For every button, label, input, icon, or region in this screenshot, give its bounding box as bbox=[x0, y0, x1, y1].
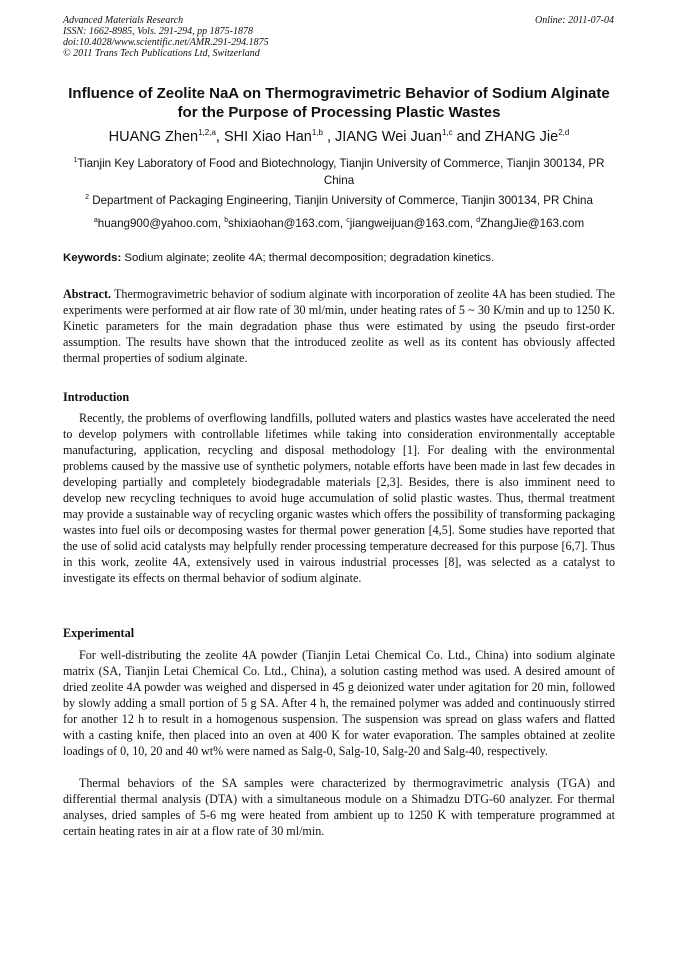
affiliation-2 bbox=[60, 192, 618, 209]
email-address[interactable]: jiangweijuan@163.com, bbox=[349, 217, 477, 230]
author-name: ZHANG Jie bbox=[484, 129, 559, 145]
issn-line: ISSN: 1662-8985, Vols. 291-294, pp 1875-1878 bbox=[63, 26, 253, 37]
paper-title: Influence of Zeolite NaA on Thermogravimetric Behavior of Sodium Alginate for the Purpose of Processing Plastic Wastes bbox=[68, 85, 610, 121]
author-affiliation-marker: 2,d bbox=[558, 128, 570, 138]
email-marker: b bbox=[224, 217, 229, 225]
introduction-paragraph: Recently, the problems of overflowing landfills, polluted waters and plastics wastes have accelerated the need to develop polymers with controllable lifetimes while taking into consideration environmentally acceptable manufacturing, application, recycling and disposal methodology [1]. For dealing with the environmental problems caused by the massive use of synthetic polymers, notable efforts have been made in last few decades in developing partially and completely biodegradable materials [2,3]. Besides, there is also imminent need to develop new recycling techniques to avoid huge accumulation of solid plastic wastes. Thus, thermal treatment may provide a sustainable way of recycling organic wastes which offers the possibility of transforming packaging wastes into fuel oils or decomposing wastes for thermal power generation [4,5]. Some studies have reported that the use of solid acid catalysts may helpfully render processing temperature decreased for this purpose [6,7]. Thus in this work, zeolite 4A, extensively used in vairous industrial processes [8], was selected as a catalyst to investigate its effects on thermal behavior of sodium alginate. bbox=[63, 411, 615, 585]
keywords-text: Sodium alginate; zeolite 4A; thermal decomposition; degradation kinetics. bbox=[121, 252, 495, 264]
email-address[interactable]: ZhangJie@163.com bbox=[480, 217, 585, 230]
email-marker: d bbox=[476, 217, 481, 225]
doi-line: doi:10.4028/www.scientific.net/AMR.291-294.1875 bbox=[63, 37, 269, 48]
keywords-label: Keywords: bbox=[63, 252, 122, 264]
experimental-heading: Experimental bbox=[63, 626, 135, 640]
author-affiliation-marker: 1,b bbox=[311, 128, 323, 138]
experimental-paragraph-2: Thermal behaviors of the SA samples were characterized by thermogravimetric analysis (TGA) and differential thermal analysis (DTA) with a simultaneous module on a Shimadzu DTG-60 analyzer. For thermal analyses, dried samples of 5-6 mg were heated from ambient up to 1250 K with temperature programmed at certain heating rates in air at a flow rate of 30 ml/min. bbox=[63, 776, 615, 838]
email-address[interactable]: shixiaohan@163.com, bbox=[228, 217, 347, 230]
copyright-line: © 2011 Trans Tech Publications Ltd, Switzerland bbox=[63, 48, 260, 59]
abstract-label: Abstract. bbox=[63, 287, 112, 301]
author-name: SHI Xiao Han bbox=[223, 129, 312, 145]
abstract-text: Thermogravimetric behavior of sodium alginate with incorporation of zeolite 4A has been studied. The experiments were performed at air flow rate of 30 ml/min, under heating rates of 5 ~ 30 K/min and up to 1250 K. Kinetic parameters for the main degradation phase thus were estimated by using the pseudo first-order assumption. The results have shown that the introduced zeolite as well as its content has obviously affected thermal properties of sodium alginate. bbox=[63, 287, 615, 365]
author-name: JIANG Wei Juan bbox=[335, 129, 442, 145]
affiliation-text: Tianjin Key Laboratory of Food and Biotechnology, Tianjin University of Commerce, Tianjin 300134, PR China bbox=[77, 157, 605, 187]
author-separator: , bbox=[215, 129, 224, 145]
author-name: HUANG Zhen bbox=[108, 129, 199, 145]
affiliation-marker: 2 bbox=[85, 194, 89, 202]
email-marker: c bbox=[346, 217, 350, 225]
author-emails bbox=[60, 215, 618, 232]
keywords bbox=[63, 250, 615, 266]
author-affiliation-marker: 1,c bbox=[441, 128, 453, 138]
online-date: Online: 2011-07-04 bbox=[535, 15, 614, 26]
abstract bbox=[63, 286, 615, 366]
email-address[interactable]: huang900@yahoo.com, bbox=[97, 217, 225, 230]
author-affiliation-marker: 1,2,a bbox=[198, 128, 216, 138]
author-separator: , bbox=[322, 129, 336, 145]
journal-header bbox=[63, 15, 269, 59]
author-separator: and bbox=[452, 129, 485, 145]
affiliation-marker: 1 bbox=[73, 157, 78, 165]
affiliation-text: Department of Packaging Engineering, Tianjin University of Commerce, Tianjin 300134, PR China bbox=[88, 194, 593, 207]
email-marker: a bbox=[93, 217, 98, 225]
journal-name: Advanced Materials Research bbox=[63, 15, 184, 26]
affiliation-1 bbox=[60, 155, 618, 189]
author-list bbox=[63, 128, 615, 146]
introduction-heading: Introduction bbox=[63, 390, 130, 404]
experimental-paragraph-1: For well-distributing the zeolite 4A powder (Tianjin Letai Chemical Co. Ltd., China) into sodium alginate matrix (SA, Tianjin Letai Chemical Co. Ltd., China), a solution casting method was used. A desired amount of dried zeolite 4A powder was weighed and dispersed in 45 g deionized water under agitation for 20 min, followed by slowly adding a small portion of 5 g SA. After 4 h, the remained polymer was added and continuously stirred for another 12 h to result in a homogenous suspension. The suspension was spread on glass wafers and flatted with a casting knife, then placed into an oven at 400 K for water evaporation. The samples obtained at zeolite loadings of 0, 10, 20 and 40 wt% were named as Salg-0, Salg-10, Salg-20 and Salg-40, respectively. bbox=[63, 648, 615, 758]
